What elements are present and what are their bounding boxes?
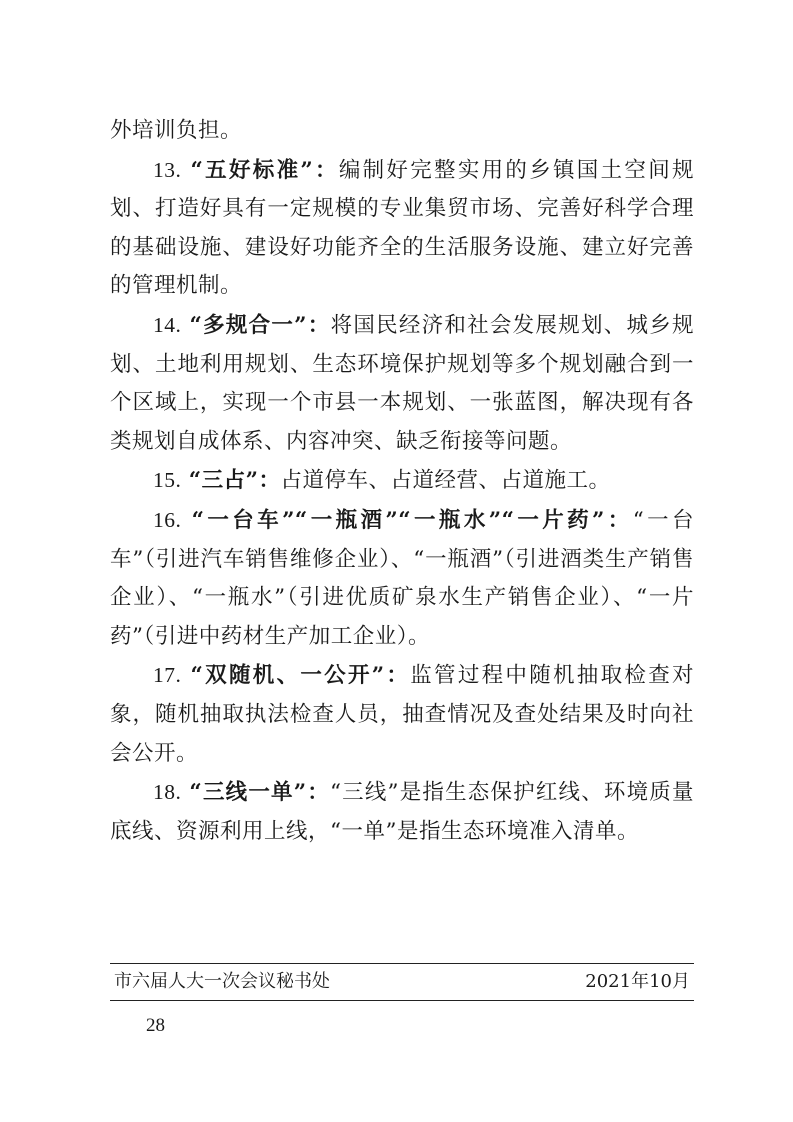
paragraph-continuation bbox=[110, 112, 694, 151]
item-definition: 将国民经济和社会发展规划、城乡规划、土地利用规划、生态环境保护规划等多个规划融合到一个区域上，实现一个市县一本规划、一张蓝图，解决现有各类规划自成体系、内容冲突、缺乏衔接等问题。 bbox=[110, 312, 694, 454]
item-definition: 占道停车、占道经营、占道施工。 bbox=[280, 468, 611, 494]
item-term: “五好标准”： bbox=[190, 157, 339, 183]
glossary-item-16 bbox=[110, 501, 694, 656]
glossary-item-14 bbox=[110, 306, 694, 461]
item-number: 15. bbox=[153, 468, 182, 493]
item-number: 13. bbox=[153, 157, 182, 182]
item-number: 17. bbox=[153, 663, 182, 688]
footer-issuer: 市六届人大一次会议秘书处 bbox=[114, 971, 330, 992]
item-definition: 编制好完整实用的乡镇国土空间规划、打造好具有一定规模的专业集贸市场、完善好科学合理的基础设施、建设好功能齐全的生活服务设施、建立好完善的管理机制。 bbox=[110, 157, 694, 299]
item-term: “一台车”“一瓶酒”“一瓶水”“一片药”： bbox=[191, 507, 633, 533]
footer-top-rule bbox=[110, 963, 694, 964]
paragraph-text: 外培训负担。 bbox=[110, 118, 243, 143]
footer-date: 2021年10月 bbox=[585, 971, 690, 992]
glossary-body bbox=[110, 112, 694, 851]
item-definition: “三线”是指生态保护红线、环境质量底线、资源利用上线，“一单”是指生态环境准入清单。 bbox=[110, 780, 694, 844]
item-term: “三占”： bbox=[188, 468, 281, 494]
item-term: “双随机、一公开”： bbox=[190, 663, 411, 689]
item-definition: 监管过程中随机抽取检查对象，随机抽取执法检查人员，抽查情况及查处结果及时向社会公开。 bbox=[110, 663, 694, 766]
item-term: “三线一单”： bbox=[189, 780, 330, 806]
item-definition: “一台车”（引进汽车销售维修企业）、“一瓶酒”（引进酒类生产销售企业）、“一瓶水”（引进优质矿泉水生产销售企业）、“一片药”（引进中药材生产加工企业）。 bbox=[110, 507, 694, 649]
footer-bottom-rule bbox=[110, 1000, 694, 1001]
glossary-item-18 bbox=[110, 773, 694, 851]
glossary-item-13 bbox=[110, 151, 694, 306]
glossary-item-15 bbox=[110, 461, 694, 501]
item-number: 16. bbox=[153, 507, 182, 532]
glossary-item-17 bbox=[110, 656, 694, 773]
item-number: 18. bbox=[153, 780, 182, 805]
item-number: 14. bbox=[153, 312, 182, 337]
item-term: “多规合一”： bbox=[189, 312, 331, 338]
page-number: 28 bbox=[146, 1015, 165, 1036]
footer bbox=[114, 968, 690, 996]
